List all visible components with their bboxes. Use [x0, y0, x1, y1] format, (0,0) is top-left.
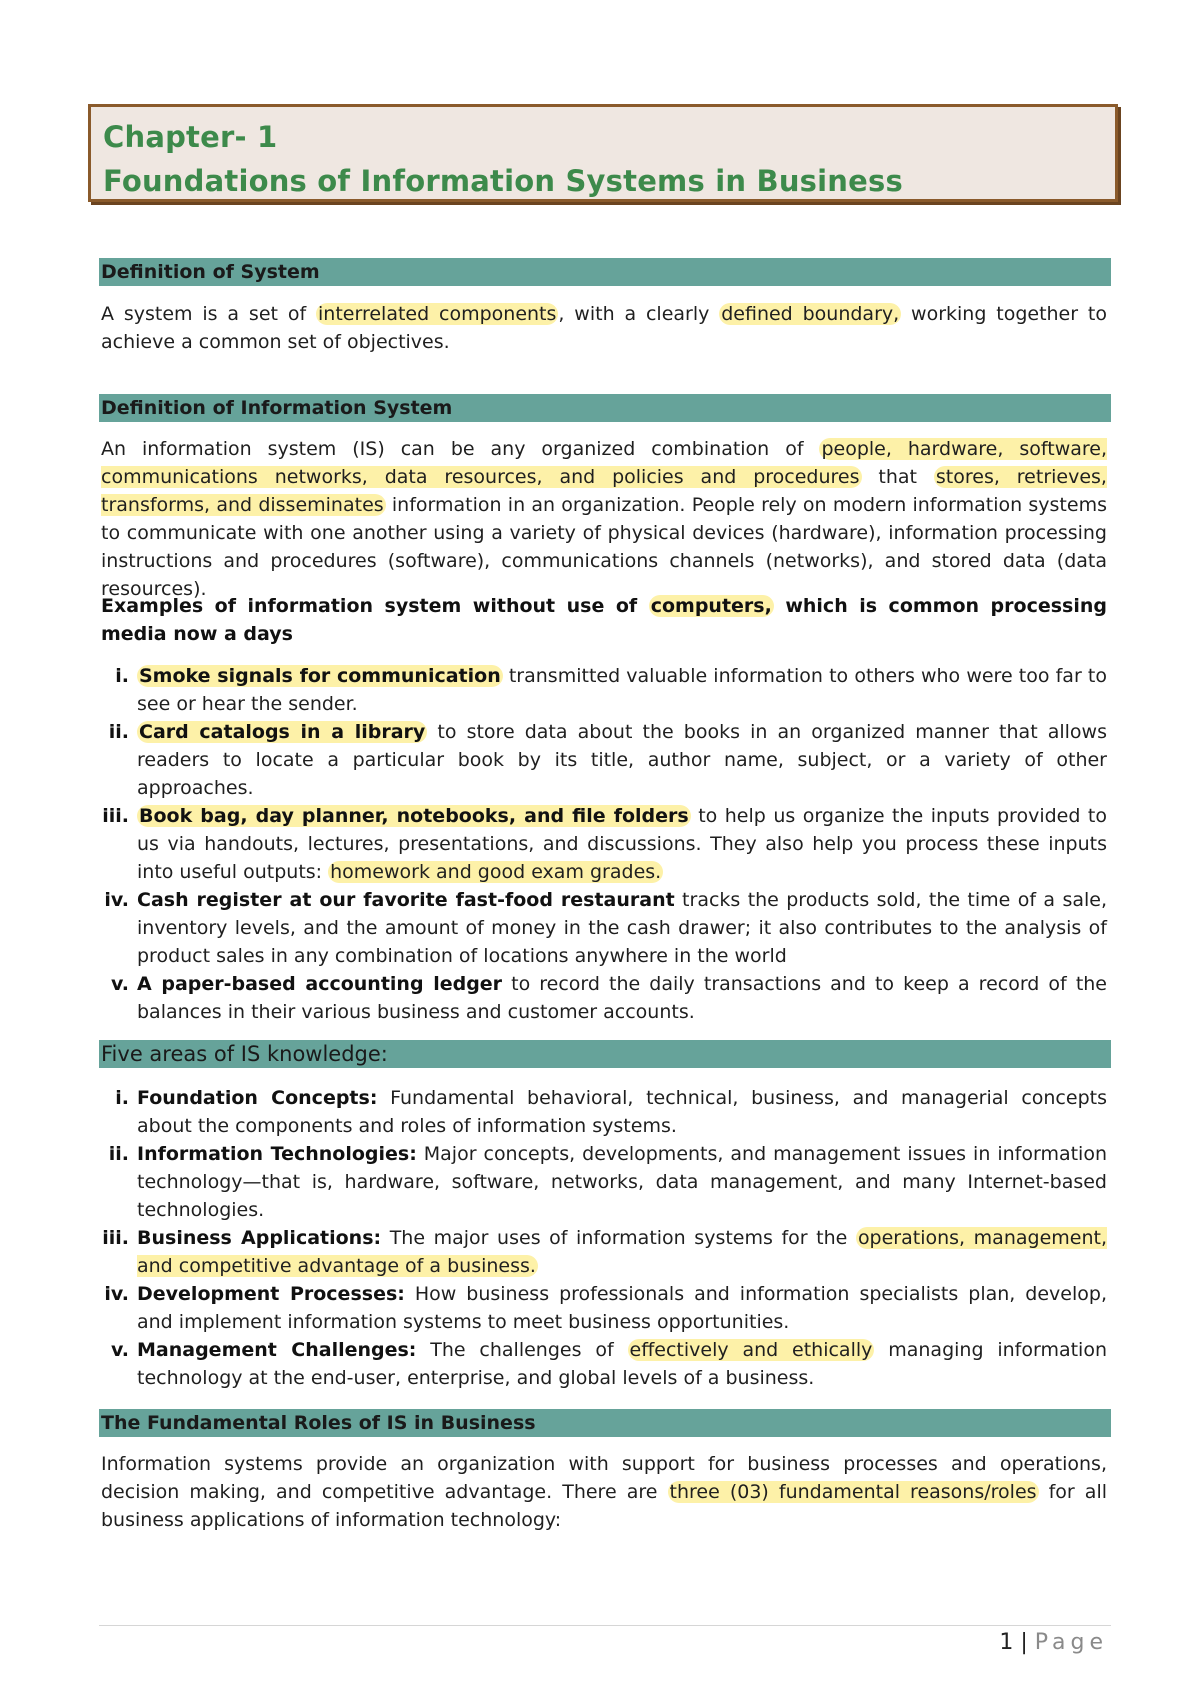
list-item: iii. Book bag, day planner, notebooks, and file folders to help us organize the inputs provided to us via handouts, lectures, presentations, and discussions. They also help you process these inputs into useful outputs: homework and good exam grades.	[102, 805, 1107, 883]
examples-heading: Examples of information system without use of computers, which is common processing media now a days	[101, 595, 1107, 645]
list-item: iii. Business Applications: The major uses of information systems for the operations, management, and competitive advantage of a business.	[102, 1227, 1107, 1277]
list-item: ii. Card catalogs in a library to store data about the books in an organized manner that allows readers to locate a particular book by its title, author name, subject, or a variety of other approaches.	[108, 721, 1107, 799]
section-heading-five-areas: Five areas of IS knowledge:	[99, 1040, 1111, 1068]
highlight: interrelated components	[318, 303, 557, 325]
examples-list	[101, 662, 1107, 1026]
list-item: i. Smoke signals for communication transmitted valuable information to others who were too far to see or hear the sender.	[115, 665, 1107, 715]
highlight: stores, retrieves, transforms, and disseminates	[101, 466, 1107, 516]
highlight: effectively and ethically	[629, 1339, 873, 1361]
list-item: ii. Information Technologies: Major concepts, developments, and management issues in information technology—that is, hardware, software, networks, data management, and many Internet-based technologies.	[108, 1143, 1108, 1221]
chapter-title: Foundations of Information Systems in Business	[103, 164, 903, 198]
highlight: homework and good exam grades.	[330, 861, 662, 883]
definition-of-system-paragraph: A system is a set of interrelated components , with a clearly defined boundary, working together to achieve a common set of objectives.	[101, 303, 1107, 353]
highlight: defined boundary,	[721, 303, 900, 325]
list-item: v. A paper-based accounting ledger to record the daily transactions and to keep a record of the balances in their various business and customer accounts.	[110, 973, 1107, 1023]
highlight: people, hardware, software, communications networks, data resources, and policies and procedures	[101, 438, 1107, 488]
page-label: Page	[1034, 1630, 1108, 1655]
five-areas-list	[101, 1084, 1107, 1392]
footer-divider	[99, 1625, 1111, 1626]
chapter-title-box	[88, 104, 1118, 202]
roles-paragraph: Information systems provide an organization with support for business processes and operations, decision making, and competitive advantage. There are three (03) fundamental reasons/roles for all business applications of information technology:	[101, 1453, 1108, 1531]
list-item: i. Foundation Concepts: Fundamental behavioral, technical, business, and managerial concepts about the components and roles of information systems.	[115, 1087, 1107, 1137]
page-footer: 1 | Page	[999, 1630, 1108, 1655]
list-item: v. Management Challenges: The challenges of effectively and ethically managing information technology at the end-user, enterprise, and global levels of a business.	[110, 1339, 1108, 1389]
list-item: iv. Development Processes: How business professionals and information specialists plan, develop, and implement information systems to meet business opportunities.	[104, 1283, 1107, 1333]
highlight: three (03) fundamental reasons/roles	[669, 1481, 1037, 1503]
section-heading-fundamental-roles: The Fundamental Roles of IS in Business	[99, 1409, 1111, 1437]
section-heading-definition-of-information-system: Definition of Information System	[99, 394, 1111, 422]
highlight: computers,	[650, 595, 772, 617]
highlight: operations, management, and competitive advantage of a business.	[137, 1227, 1107, 1277]
list-item: iv. Cash register at our favorite fast-food restaurant tracks the products sold, the time of a sale, inventory levels, and the amount of money in the cash drawer; it also contributes to the analysis of product sales in any combination of locations anywhere in the world	[104, 889, 1107, 967]
page-number: 1	[999, 1630, 1014, 1655]
chapter-number: Chapter- 1	[103, 120, 278, 154]
section-heading-definition-of-system: Definition of System	[99, 258, 1111, 286]
definition-of-is-paragraph: An information system (IS) can be any organized combination of people, hardware, software, communications networks, data resources, and policies and procedures that stores, retrieves, transforms, and disseminates information in an organization. People rely on modern information systems to communicate with one another using a variety of physical devices (hardware), information processing instructions and procedures (software), communications channels (networks), and stored data (data resources).	[101, 438, 1107, 600]
